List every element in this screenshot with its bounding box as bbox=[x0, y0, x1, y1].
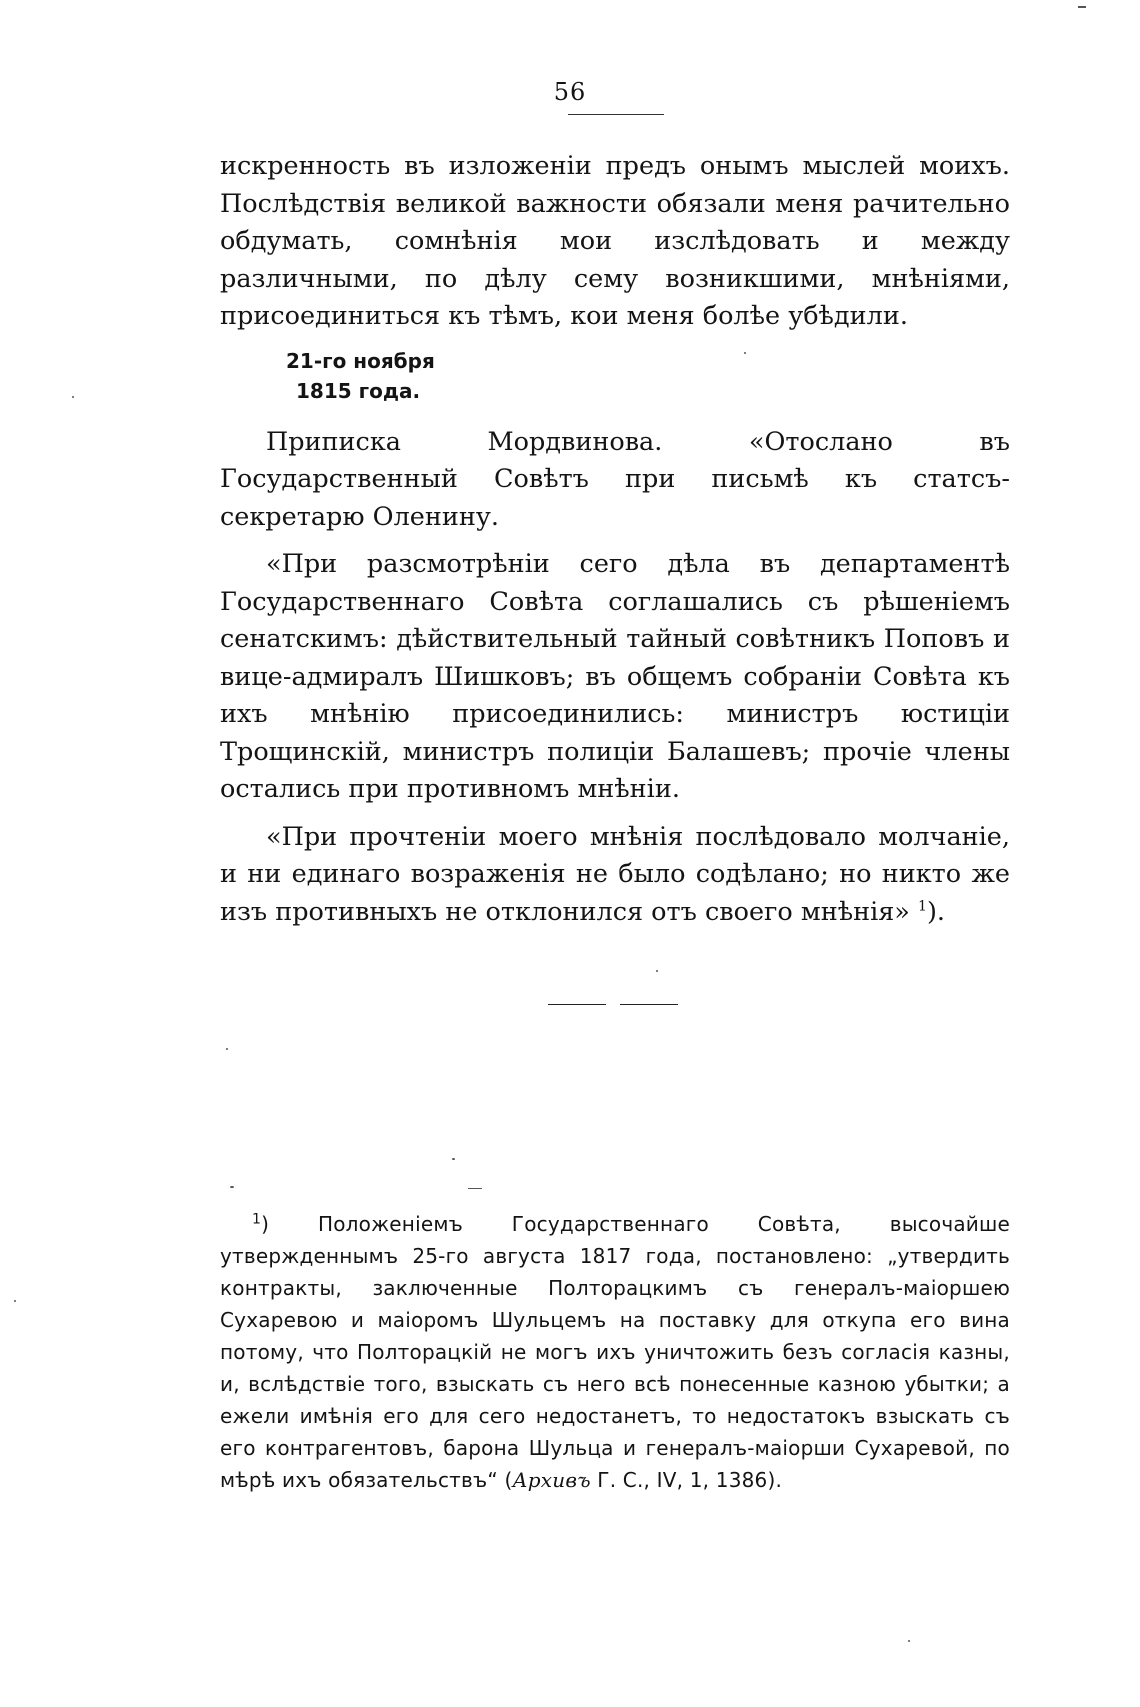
footnote-reference-text: Г. С., IV, 1, 1386). bbox=[590, 1468, 783, 1492]
page-number-rule bbox=[568, 114, 664, 115]
footnote-text: Положеніемъ Государственнаго Совѣта, высочайше утвержденнымъ 25-го августа 1817 года, постановлено: „утвердить контракты, заключенные Полторацкимъ съ генералъ-маіоршею Сухаревою и маіоромъ Шульцемъ на поставку для откупа его вина потому, что Полторацкій не могъ ихъ уничтожить безъ согласія казны, и, вслѣдствіе того, взыскать съ него всѣ понесенные казною убытки; а ежели имѣнія его для сего недостанетъ, то недостатокъ взыскать съ его контрагентовъ, барона Шульца и генералъ-маіорши Сухаревой, по мѣрѣ ихъ обязательствъ“ ( bbox=[220, 1212, 1010, 1492]
footnote-reference: 1 bbox=[918, 898, 927, 914]
scan-speck bbox=[226, 1048, 228, 1050]
scan-speck bbox=[656, 970, 658, 972]
paragraph-2: Приписка Мордвинова. «Отослано въ Государственный Совѣтъ при письмѣ къ статсъ-секретарю Оленину. bbox=[220, 426, 1010, 532]
scan-speck bbox=[908, 1640, 910, 1642]
paragraph-3: «При разсмотрѣніи сего дѣла въ департаментѣ Государственнаго Совѣта соглашались съ рѣшеніемъ сенатскимъ: дѣйствительный тайный совѣтникъ Поповъ и вице-адмиралъ Шишковъ; въ общемъ собраніи Совѣта къ ихъ мнѣнію присоединились: министръ юстиціи Трощинскій, министръ полиціи Балашевъ; прочіе члены остались при противномъ мнѣніи. bbox=[220, 549, 1010, 804]
paragraph-4 bbox=[220, 819, 1010, 932]
section-separator bbox=[548, 1004, 680, 1006]
footnote-archive: Архивъ bbox=[512, 1468, 591, 1492]
scan-speck bbox=[14, 1300, 16, 1302]
scan-speck bbox=[230, 1186, 234, 1188]
footnote-marker-close: ) bbox=[261, 1212, 270, 1236]
scan-speck bbox=[744, 352, 746, 354]
scan-speck bbox=[72, 396, 74, 398]
page-number: 56 bbox=[553, 78, 587, 106]
signature-date: 21-го ноября bbox=[286, 348, 435, 373]
paragraph-4-end: ). bbox=[926, 896, 946, 927]
footnote bbox=[220, 1208, 1010, 1496]
separator-dash-left bbox=[548, 1004, 606, 1005]
scan-speck bbox=[468, 1188, 482, 1189]
signature-block bbox=[286, 346, 1010, 406]
paragraph-1: искренность въ изложеніи предъ онымъ мыслей моихъ. Послѣдствія великой важности обязали меня рачительно обдумать, сомнѣнія мои изслѣдовать и между различными, по дѣлу сему возникшими, мнѣніями, присоединиться къ тѣмъ, кои меня болѣе убѣдили. bbox=[220, 151, 1010, 331]
scan-speck bbox=[452, 1158, 455, 1160]
separator-dash-right bbox=[620, 1004, 678, 1005]
paragraph-4-text: «При прочтеніи моего мнѣнія послѣдовало молчаніе, и ни единаго возраженія не было содѣлано; но никто же изъ противныхъ не отклонился отъ своего мнѣнія» bbox=[220, 821, 1010, 927]
footnote-paragraph bbox=[220, 1208, 1010, 1496]
footnote-marker: 1 bbox=[252, 1211, 262, 1228]
signature-year: 1815 года. bbox=[296, 378, 421, 403]
scan-speck bbox=[1078, 6, 1086, 8]
main-text bbox=[220, 148, 1010, 931]
